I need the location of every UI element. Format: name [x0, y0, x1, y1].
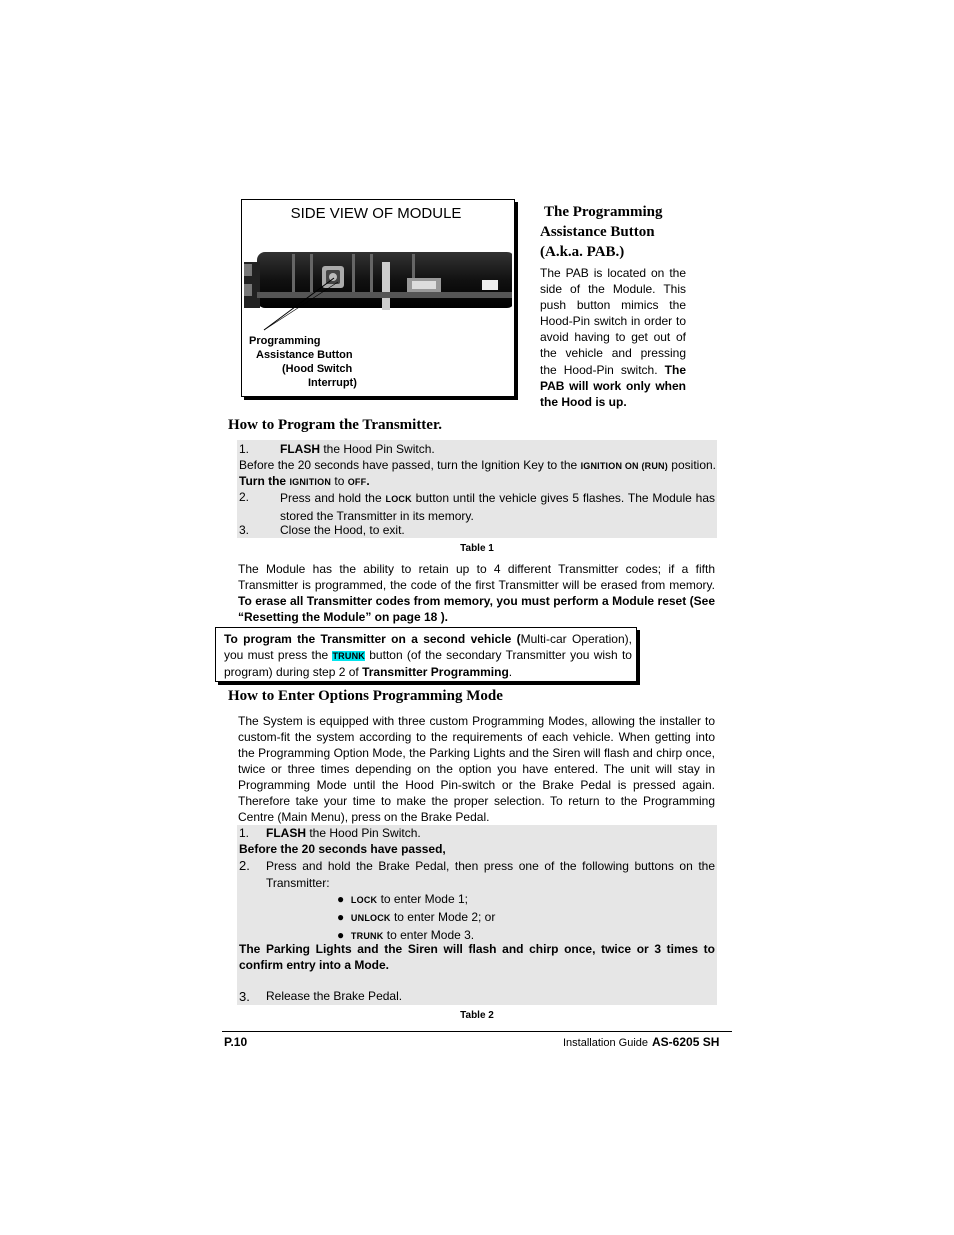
step-3-text: Release the Brake Pedal.: [266, 989, 403, 1003]
smallcaps-text: IGNITION ON (RUN): [580, 461, 668, 471]
bold-text: To erase all Transmitter codes from memory, you must perform a Module reset (See “Resetting the Module” on page 18 ).: [238, 594, 715, 624]
caption-line: Interrupt): [308, 377, 357, 389]
caption-line: Assistance Button: [256, 349, 353, 361]
module-memory-paragraph: [238, 561, 715, 625]
text: to enter Mode 3.: [383, 928, 475, 942]
smallcaps-text: TRUNK: [350, 931, 384, 941]
module-side-view-figure: [241, 199, 515, 397]
step-number: 3.: [239, 523, 250, 537]
trunk-highlight: TRUNK: [332, 651, 365, 661]
text: to: [331, 474, 348, 488]
smallcaps-text: UNLOCK: [350, 913, 391, 923]
model-number: AS-6205 SH: [652, 1035, 720, 1049]
bullet-item: ● TRUNK to enter Mode 3.: [337, 928, 475, 942]
smallcaps-text: LOCK: [350, 895, 378, 905]
steps-table-1: [237, 440, 717, 538]
text: .: [366, 474, 370, 488]
smallcaps-text: OFF: [347, 477, 367, 487]
bold-text: To program the Transmitter on a second vehicle (: [224, 632, 521, 646]
footer-divider: [222, 1031, 732, 1032]
caption-line: Programming: [249, 335, 321, 347]
step-2-text: Press and hold the Brake Pedal, then press one of the following buttons on the Transmitter:: [266, 859, 715, 890]
pab-heading-line: The Programming: [544, 204, 663, 220]
multi-car-note-box: [215, 627, 637, 682]
text: position.: [667, 458, 716, 472]
step-number: 1.: [239, 826, 250, 840]
step-2-text: [280, 490, 715, 525]
pab-heading-line: Assistance Button: [540, 224, 655, 240]
text: Press and hold the: [280, 491, 386, 505]
page-number: P.10: [224, 1035, 248, 1049]
bullet-item: ● LOCK to enter Mode 1;: [337, 892, 468, 906]
text: Before the 20 seconds have passed, turn the Ignition Key to the: [239, 458, 581, 472]
text: button (of the secondary Transmitter you wish to program) during step 2 of: [224, 648, 632, 679]
text: .: [508, 665, 513, 679]
step-text: the Hood Pin Switch.: [306, 826, 421, 840]
section-heading-options-mode: How to Enter Options Programming Mode: [228, 688, 503, 704]
pab-description: [540, 265, 686, 410]
footer-title: [563, 1035, 719, 1049]
step-bold: FLASH: [280, 442, 320, 456]
step-number: 3.: [239, 989, 250, 1004]
step-text: the Hood Pin Switch.: [320, 442, 435, 456]
table-caption: Table 1: [460, 543, 494, 554]
options-paragraph: The System is equipped with three custom Programming Modes, allowing the installer to custom-fit the system according to the requirements of each vehicle. When getting into the Programming Option Mode, the Parking Lights and the Siren will flash and chirp once, twice or three times depending on the option you have entered. The unit will stay in Programming Mode until the Hood Pin-switch or the Brake Pedal is pressed again. Therefore take your time to make the proper selection. To return to the Programming Centre (Main Menu), press on the Brake Pedal.: [238, 714, 715, 824]
before-20-seconds: Before the 20 seconds have passed,: [239, 842, 446, 856]
ignition-off-instruction: [239, 474, 370, 488]
pab-body-bold: The PAB will work only when the Hood is up.: [540, 362, 686, 409]
pab-body-text: The PAB is located on the side of the Module. This push button mimics the Hood-Pin switch in order to avoid having to get out of the vehicle and pressing the Hood-Pin switch.: [540, 266, 686, 377]
figure-caption: [247, 334, 357, 390]
step-number: 2.: [239, 490, 250, 504]
table-caption: Table 2: [460, 1010, 494, 1021]
text: The Module has the ability to retain up to 4 different Transmitter codes; if a fifth Transmitter is programmed, the code of the first Transmitter will be erased from memory.: [238, 562, 715, 592]
figure-title: SIDE VIEW OF MODULE: [290, 205, 462, 222]
caption-line: (Hood Switch: [282, 363, 353, 375]
text: Multi-car Operation), you must press the: [224, 632, 632, 662]
text: button until the vehicle gives 5 flashes. The Module has stored the Transmitter in its memory.: [280, 491, 715, 523]
text: to enter Mode 1;: [377, 892, 468, 906]
step-1-text: [266, 826, 421, 840]
guide-label: Installation Guide: [563, 1037, 648, 1049]
section-heading-program-transmitter: How to Program the Transmitter.: [228, 417, 442, 433]
step-1-text: [280, 442, 435, 456]
bold-text: Transmitter Programming: [362, 665, 509, 679]
pab-heading: [540, 202, 700, 262]
pab-heading-line: (A.k.a. PAB.): [540, 244, 625, 260]
step-number: 2.: [239, 858, 250, 873]
step-number: 1.: [239, 442, 250, 456]
ignition-instruction: [239, 458, 716, 472]
confirm-text: The Parking Lights and the Siren will flash and chirp once, twice or 3 times to confirm entry into a Mode.: [239, 942, 715, 972]
smallcaps-text: LOCK: [385, 494, 412, 504]
bullet-item: ● UNLOCK to enter Mode 2; or: [337, 910, 496, 924]
steps-table-2: [237, 825, 717, 1005]
step-3-text: Close the Hood, to exit.: [280, 523, 405, 537]
text: to enter Mode 2; or: [390, 910, 496, 924]
step-bold: FLASH: [266, 826, 306, 840]
mode-bullet-list: [337, 891, 495, 945]
text: Turn the: [239, 474, 290, 488]
smallcaps-text: IGNITION: [289, 477, 332, 487]
